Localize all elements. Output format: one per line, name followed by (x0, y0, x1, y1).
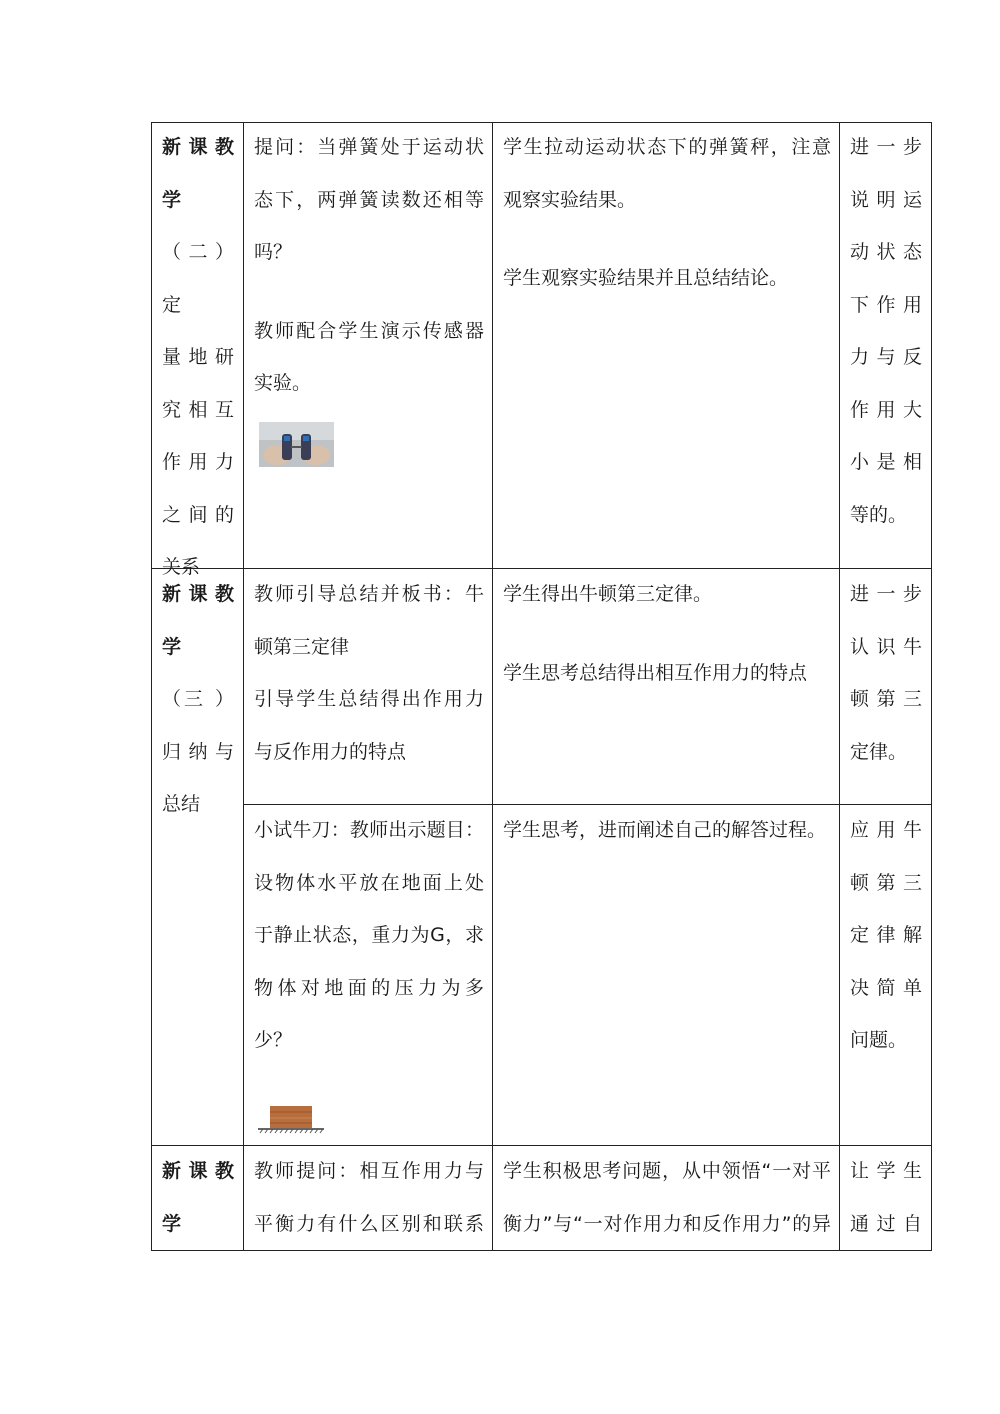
teacher-text-line: 于静止状态，重力为G，求 (254, 924, 484, 946)
purpose-text-line: 认 识 牛 (850, 635, 922, 658)
purpose-text-line: 决 简 单 (850, 976, 922, 999)
row3-student-cell (503, 804, 835, 857)
purpose-text-line: 小 是 相 (850, 451, 922, 473)
student-text-line: 学生思考，进而阐述自己的解答过程。 (503, 819, 827, 841)
column-divider-1 (243, 122, 244, 1251)
purpose-text-line: 力 与 反 (850, 346, 922, 368)
stage-subtitle-line: 总结 (162, 793, 201, 815)
student-text-line: 学生积极思考问题，从中领悟“一对平 (503, 1160, 831, 1182)
row3-purpose-cell (850, 804, 922, 1067)
row4-student-cell (503, 1145, 831, 1250)
purpose-text-line: 应 用 牛 (850, 819, 922, 841)
student-text-line: 学生观察实验结果并且总结结论。 (503, 267, 789, 289)
purpose-text-line: 定 律 解 (850, 924, 922, 946)
teacher-text-line: 提问：当弹簧处于运动状 (254, 136, 484, 158)
teacher-text-line: 小试牛刀：教师出示题目： (254, 819, 484, 841)
teacher-text-line: 顿第三定律 (254, 635, 350, 658)
row3-teacher-cell (254, 804, 484, 1067)
purpose-text-line: 问题。 (850, 1029, 908, 1051)
force-sensor-demo-image (259, 422, 334, 467)
teacher-text-line: 态下，两弹簧读数还相等 (254, 188, 484, 211)
student-text-line: 学生思考总结得出相互作用力的特点 (503, 661, 808, 684)
stage-subtitle-line: 量 地 研 (162, 346, 234, 368)
teacher-text-line: 引导学生总结得出作用力 (254, 688, 484, 710)
purpose-text-line: 通 过 自 (850, 1212, 922, 1235)
teacher-text-line: 设物体水平放在地面上处 (254, 871, 484, 894)
stage-subtitle-line: （三 ） (162, 688, 234, 710)
block-on-ground-image (258, 1104, 324, 1134)
student-text-line: 观察实验结果。 (503, 188, 637, 211)
teacher-text-line: 教师提问：相互作用力与 (254, 1160, 484, 1182)
column-divider-3 (839, 122, 840, 1251)
stage-subtitle-line: 之 间 的 (162, 503, 234, 526)
table-border-right (931, 122, 932, 1251)
stage-subtitle-line: （二）定 (162, 241, 234, 316)
teacher-text-line: 吗？ (254, 241, 293, 263)
purpose-text-line: 定律。 (850, 740, 908, 763)
row1-student-cell (503, 121, 831, 305)
stage-subtitle-line: 关系 (162, 556, 201, 578)
purpose-text-line: 下 作 用 (850, 293, 922, 316)
purpose-text-line: 顿 第 三 (850, 688, 922, 710)
row2-student-cell (503, 568, 831, 699)
row2-stage-cell (162, 568, 234, 831)
row1-stage-cell (162, 121, 234, 594)
purpose-text-line: 顿 第 三 (850, 871, 922, 894)
purpose-text-line: 进 一 步 (850, 136, 922, 158)
stage-title-line: 新 课 教 (162, 1160, 234, 1182)
teacher-text-line: 教师配合学生演示传感器 (254, 319, 484, 342)
student-text-line: 学生拉动运动状态下的弹簧秤，注意 (503, 136, 831, 158)
student-text-line: 学生得出牛顿第三定律。 (503, 583, 713, 605)
row2-teacher-cell (254, 568, 484, 778)
purpose-text-line: 等的。 (850, 503, 908, 526)
stage-subtitle-line: 归 纳 与 (162, 740, 234, 763)
stage-title-line: 学 (162, 635, 182, 658)
row1-purpose-cell (850, 121, 922, 541)
teacher-text-line: 少？ (254, 1029, 293, 1051)
column-divider-2 (492, 122, 493, 1251)
student-text-line: 衡力”与“一对作用力和反作用力”的异 (503, 1212, 831, 1235)
table-border-left (151, 122, 152, 1251)
purpose-text-line: 动 状 态 (850, 241, 922, 263)
row4-teacher-cell (254, 1145, 484, 1250)
stage-subtitle-line: 究 相 互 (162, 398, 234, 421)
teacher-text-line: 教师引导总结并板书：牛 (254, 583, 484, 605)
teacher-text-line: 平衡力有什么区别和联系 (254, 1212, 484, 1235)
teacher-text-line: 实验。 (254, 372, 312, 394)
row4-stage-cell (162, 1145, 234, 1250)
stage-title-line: 学 (162, 188, 182, 211)
purpose-text-line: 进 一 步 (850, 583, 922, 605)
teacher-text-line: 物体对地面的压力为多 (254, 976, 484, 999)
row1-teacher-cell (254, 121, 484, 410)
stage-subtitle-line: 作 用 力 (162, 451, 234, 473)
stage-title-line: 新 课 教 (162, 136, 234, 158)
table-border-bottom (151, 1250, 932, 1251)
row4-purpose-cell (850, 1145, 922, 1250)
stage-title-line: 学 (162, 1212, 182, 1235)
purpose-text-line: 作 用 大 (850, 398, 922, 421)
stage-title-line: 新 课 教 (162, 583, 234, 605)
teacher-text-line: 与反作用力的特点 (254, 740, 407, 763)
row2-purpose-cell (850, 568, 922, 778)
purpose-text-line: 说 明 运 (850, 188, 922, 211)
purpose-text-line: 让 学 生 (850, 1160, 922, 1182)
